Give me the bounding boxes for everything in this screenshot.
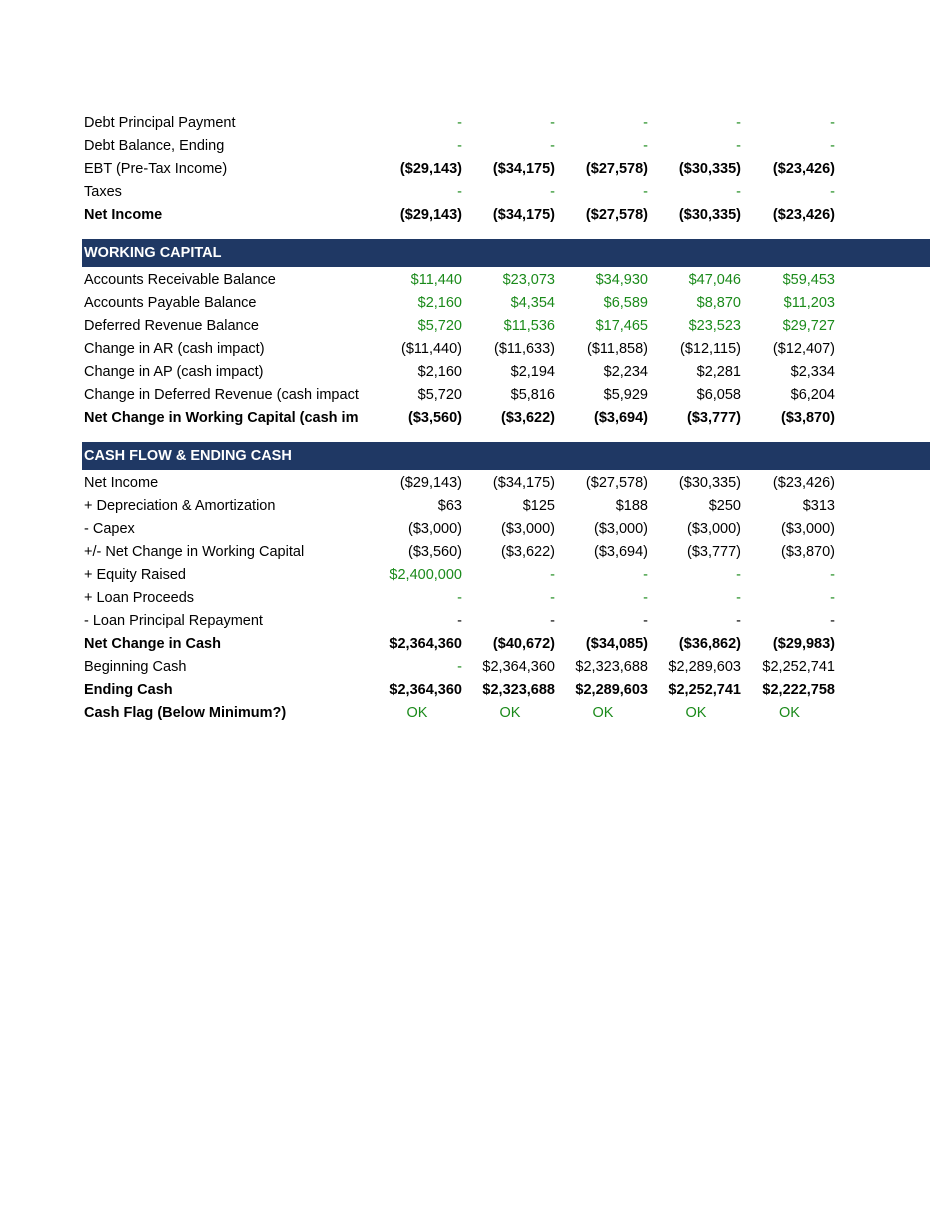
- cell-value: OK: [406, 705, 428, 721]
- row-label: Accounts Receivable Balance: [84, 272, 276, 288]
- row-label: Beginning Cash: [84, 659, 187, 675]
- cell-value: $2,222,758: [762, 682, 835, 698]
- cell-value: ($34,175): [492, 207, 555, 223]
- cell-value: $23,073: [502, 272, 555, 288]
- table-row: [82, 495, 930, 518]
- row-label: - Capex: [84, 521, 135, 537]
- cell-value: -: [736, 613, 741, 629]
- table-row: [82, 633, 930, 656]
- cell-value: -: [550, 590, 555, 606]
- cell-value: -: [736, 115, 741, 131]
- row-label: Deferred Revenue Balance: [84, 318, 259, 334]
- cell-value: $2,364,360: [389, 682, 462, 698]
- cell-value: -: [830, 138, 835, 154]
- cell-value: -: [830, 115, 835, 131]
- cell-value: -: [736, 567, 741, 583]
- table-row: [82, 181, 930, 204]
- cell-value: ($30,335): [678, 207, 741, 223]
- cell-value: $2,194: [510, 364, 555, 380]
- cell-value: -: [643, 184, 648, 200]
- table-row: [82, 407, 930, 430]
- table-row: [82, 564, 930, 587]
- spacer: [82, 430, 930, 441]
- cell-value: ($27,578): [585, 161, 648, 177]
- cell-value: -: [457, 590, 462, 606]
- cell-value: ($23,426): [772, 161, 835, 177]
- cell-value: $2,281: [696, 364, 741, 380]
- cell-value: ($3,777): [686, 410, 741, 426]
- cell-value: -: [457, 115, 462, 131]
- spacer: [82, 227, 930, 238]
- cell-value: $8,870: [696, 295, 741, 311]
- cell-value: -: [457, 138, 462, 154]
- cell-value: OK: [499, 705, 521, 721]
- cell-value: $5,816: [510, 387, 555, 403]
- row-label: Net Change in Working Capital (cash im: [84, 410, 359, 426]
- cell-value: -: [830, 613, 835, 629]
- cell-value: ($29,143): [399, 161, 462, 177]
- row-label: + Loan Proceeds: [84, 590, 195, 606]
- cell-value: ($27,578): [585, 475, 648, 491]
- cell-value: -: [550, 567, 555, 583]
- cell-value: -: [643, 590, 648, 606]
- cell-value: -: [457, 659, 462, 675]
- cell-value: OK: [685, 705, 707, 721]
- cell-value: ($3,777): [686, 544, 741, 560]
- working-capital-block: [82, 269, 930, 430]
- cell-value: $34,930: [595, 272, 648, 288]
- row-label: + Depreciation & Amortization: [84, 498, 276, 514]
- table-row: [82, 315, 930, 338]
- cell-value: $2,323,688: [575, 659, 648, 675]
- cell-value: OK: [592, 705, 614, 721]
- cell-value: -: [550, 613, 555, 629]
- cell-value: $2,289,603: [668, 659, 741, 675]
- table-row: [82, 135, 930, 158]
- cell-value: $2,323,688: [482, 682, 555, 698]
- cell-value: $6,058: [696, 387, 741, 403]
- cell-value: ($11,440): [401, 341, 462, 357]
- table-row: [82, 610, 930, 633]
- working-capital-header: [82, 239, 930, 267]
- cell-value: $5,720: [417, 387, 462, 403]
- cell-value: $11,536: [503, 318, 555, 334]
- cell-value: $63: [437, 498, 462, 514]
- cell-value: $125: [522, 498, 555, 514]
- cell-value: $2,252,741: [668, 682, 741, 698]
- cell-value: ($29,143): [399, 207, 462, 223]
- row-label: Cash Flag (Below Minimum?): [84, 705, 287, 721]
- row-label: Change in AP (cash impact): [84, 364, 264, 380]
- cell-value: -: [457, 184, 462, 200]
- cell-value: $29,727: [782, 318, 835, 334]
- table-row: [82, 158, 930, 181]
- cell-value: $313: [802, 498, 835, 514]
- row-label: EBT (Pre-Tax Income): [84, 161, 228, 177]
- table-row: [82, 702, 930, 725]
- cell-value: -: [550, 138, 555, 154]
- cell-value: $2,364,360: [482, 659, 555, 675]
- cell-value: ($23,426): [772, 207, 835, 223]
- row-label: Net Change in Cash: [84, 636, 221, 652]
- cell-value: ($29,143): [399, 475, 462, 491]
- table-row: [82, 587, 930, 610]
- cell-value: $6,589: [603, 295, 648, 311]
- row-label: Accounts Payable Balance: [84, 295, 257, 311]
- cell-value: $5,929: [603, 387, 648, 403]
- row-label: Net Income: [84, 475, 159, 491]
- cell-value: ($30,335): [678, 475, 741, 491]
- table-row: [82, 384, 930, 407]
- table-row: [82, 269, 930, 292]
- cell-value: $250: [708, 498, 741, 514]
- table-row: [82, 541, 930, 564]
- cell-value: ($3,560): [407, 544, 462, 560]
- cell-value: OK: [779, 705, 800, 721]
- cell-value: $2,364,360: [389, 636, 462, 652]
- table-row: [82, 656, 930, 679]
- cell-value: -: [736, 138, 741, 154]
- cash-flow-header: [82, 442, 930, 470]
- cell-value: $23,523: [688, 318, 741, 334]
- cell-value: ($34,085): [585, 636, 648, 652]
- cell-value: $2,400,000: [389, 567, 462, 583]
- cell-value: -: [457, 613, 462, 629]
- cash-flow-block: [82, 472, 930, 725]
- cell-value: $2,334: [790, 364, 835, 380]
- cell-value: ($3,000): [686, 521, 741, 537]
- table-row: [82, 338, 930, 361]
- table-row: [82, 112, 930, 135]
- cell-value: ($3,000): [780, 521, 835, 537]
- cell-value: ($29,983): [772, 636, 835, 652]
- cell-value: ($40,672): [492, 636, 555, 652]
- cell-value: ($34,175): [492, 161, 555, 177]
- cell-value: -: [643, 613, 648, 629]
- cell-value: $11,203: [783, 295, 835, 311]
- row-label: Debt Balance, Ending: [84, 138, 225, 154]
- cell-value: ($3,622): [500, 544, 555, 560]
- cell-value: ($34,175): [492, 475, 555, 491]
- cell-value: $2,252,741: [762, 659, 835, 675]
- table-row: [82, 361, 930, 384]
- cell-value: $47,046: [688, 272, 741, 288]
- cell-value: ($3,560): [407, 410, 462, 426]
- cell-value: -: [643, 567, 648, 583]
- cell-value: ($12,115): [680, 341, 741, 357]
- cell-value: ($23,426): [772, 475, 835, 491]
- cell-value: $11,440: [410, 272, 462, 288]
- cell-value: ($12,407): [772, 341, 835, 357]
- row-label: Net Income: [84, 207, 163, 223]
- row-label: +/- Net Change in Working Capital: [84, 544, 305, 560]
- table-row: [82, 472, 930, 495]
- cell-value: $17,465: [595, 318, 648, 334]
- cell-value: ($3,870): [780, 544, 835, 560]
- table-row: [82, 679, 930, 702]
- row-label: Ending Cash: [84, 682, 173, 698]
- cell-value: ($3,000): [407, 521, 462, 537]
- row-label: + Equity Raised: [84, 567, 186, 583]
- cell-value: -: [830, 567, 835, 583]
- cell-value: -: [830, 590, 835, 606]
- cell-value: -: [643, 138, 648, 154]
- row-label: - Loan Principal Repayment: [84, 613, 263, 629]
- cell-value: ($3,000): [593, 521, 648, 537]
- cell-value: $2,160: [417, 364, 462, 380]
- cell-value: ($3,870): [780, 410, 835, 426]
- cell-value: ($3,622): [500, 410, 555, 426]
- spreadsheet-sheet: [82, 112, 930, 725]
- cell-value: -: [736, 590, 741, 606]
- cell-value: ($11,858): [587, 341, 648, 357]
- section-title: WORKING CAPITAL: [84, 245, 222, 261]
- cell-value: ($30,335): [678, 161, 741, 177]
- table-row: [82, 204, 930, 227]
- cell-value: $59,453: [782, 272, 835, 288]
- cell-value: $6,204: [790, 387, 835, 403]
- cell-value: -: [550, 184, 555, 200]
- cell-value: $4,354: [510, 295, 555, 311]
- cell-value: ($36,862): [678, 636, 741, 652]
- cell-value: ($3,694): [593, 410, 648, 426]
- cell-value: ($3,000): [500, 521, 555, 537]
- cell-value: $188: [615, 498, 648, 514]
- row-label: Debt Principal Payment: [84, 115, 236, 131]
- cell-value: $2,289,603: [575, 682, 648, 698]
- cell-value: $2,234: [603, 364, 648, 380]
- cell-value: -: [830, 184, 835, 200]
- table-row: [82, 292, 930, 315]
- cell-value: $5,720: [417, 318, 462, 334]
- cell-value: $2,160: [417, 295, 462, 311]
- income-summary-block: [82, 112, 930, 227]
- row-label: Change in AR (cash impact): [84, 341, 265, 357]
- table-row: [82, 518, 930, 541]
- cell-value: -: [736, 184, 741, 200]
- cell-value: ($3,694): [593, 544, 648, 560]
- section-title: CASH FLOW & ENDING CASH: [84, 448, 292, 464]
- row-label: Change in Deferred Revenue (cash impact: [84, 387, 359, 403]
- cell-value: ($11,633): [494, 341, 555, 357]
- cell-value: -: [550, 115, 555, 131]
- cell-value: ($27,578): [585, 207, 648, 223]
- cell-value: -: [643, 115, 648, 131]
- row-label: Taxes: [84, 184, 122, 200]
